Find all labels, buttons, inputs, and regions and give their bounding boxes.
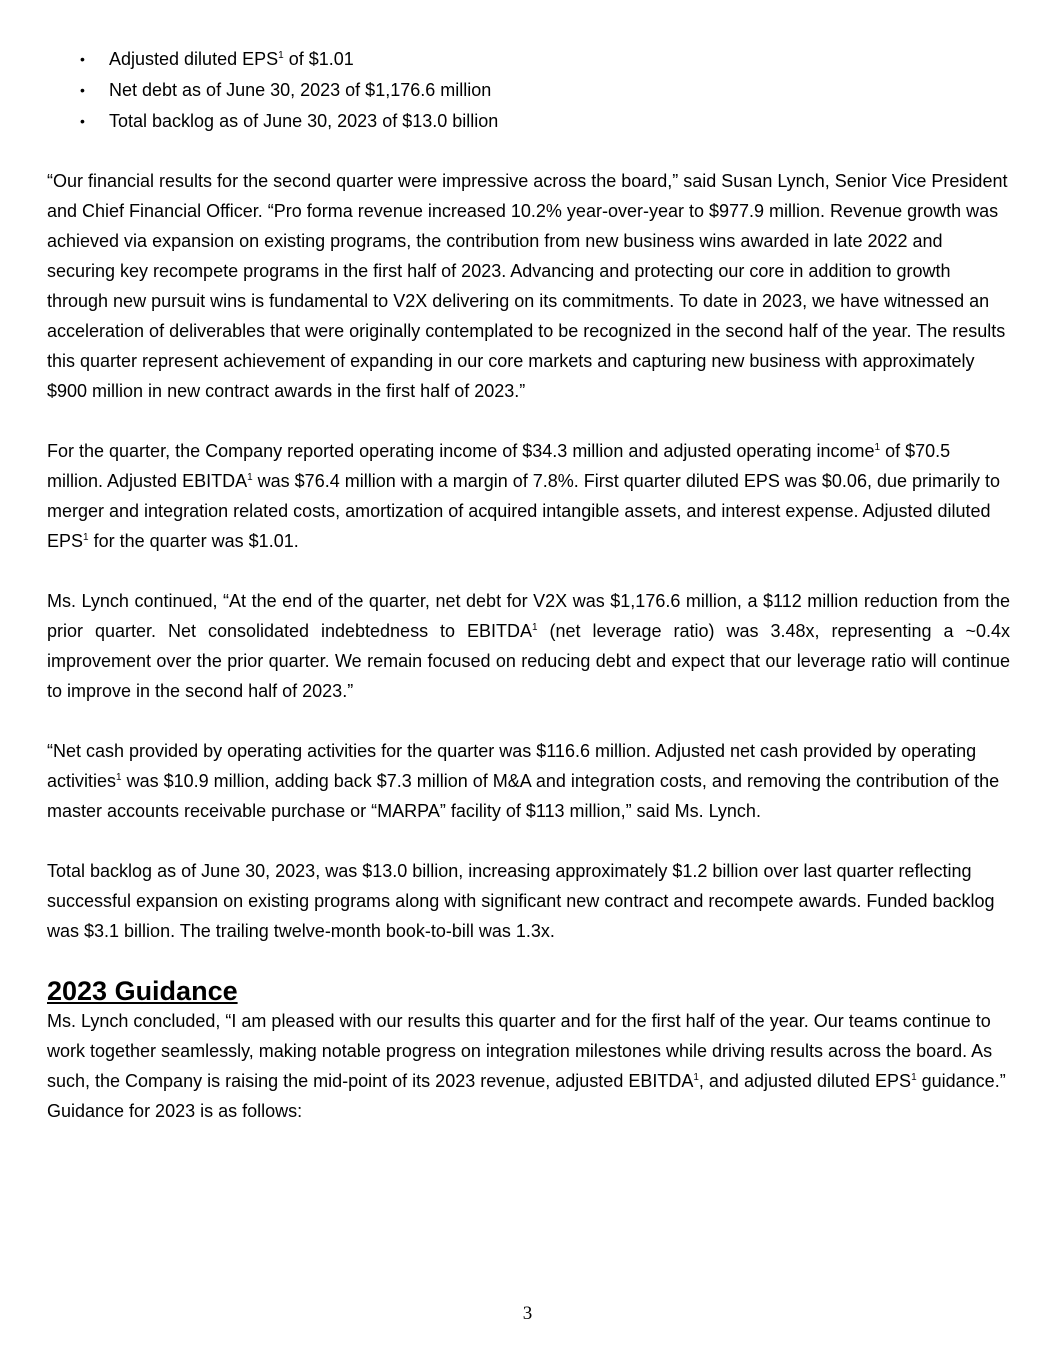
guidance-paragraph: Ms. Lynch concluded, “I am pleased with our results this quarter and for the first half of the year. Our teams continue to work together seamlessly, making notable progress on integration milestones while driving results across the board. As such, the Company is raising the mid-point of its 2023 revenue, adjusted EBITDA$^1$, and adjusted diluted EPS$^1$ guidance.” Guidance for 2023 is as follows: [47,1011,1006,1121]
cfo-quote-paragraph: “Our financial results for the second quarter were impressive across the board,” said Susan Lynch, Senior Vice President and Chief Financial Officer. “Pro forma revenue increased 10.2% year-over-year to $977.9 million. Revenue growth was achieved via expansion on existing programs, the contribution from new business wins awarded in late 2022 and securing key recompete programs in the first half of 2023. Advancing and protecting our core in addition to growth through new pursuit wins is fundamental to V2X delivering on its commitments. To date in 2023, we have witnessed an acceleration of deliverables that were originally contemplated to be recognized in the second half of the year. The results this quarter represent achievement of expanding in our core markets and capturing new business with approximately $900 million in new contract awards in the first half of 2023.” [47,171,1008,401]
list-item [47,44,1010,75]
operating-income-paragraph: For the quarter, the Company reported operating income of $34.3 million and adjusted operating income$^1$ of $70.5 million. Adjusted EBITDA$^1$ was $76.4 million with a margin of 7.8%. First quarter diluted EPS was $0.06, due primarily to merger and integration related costs, amortization of acquired intangible assets, and interest expense. Adjusted diluted EPS$^1$ for the quarter was $1.01. [47,441,1000,551]
bullet-text: Total backlog as of June 30, 2023 of $13.0 billion [109,111,499,131]
list-item [47,75,1010,106]
footnote-marker: 1 [83,532,89,543]
highlights-list [47,44,1010,137]
document-page [47,44,1010,1126]
footnote-marker: 1 [532,622,538,633]
cash-flow-paragraph: “Net cash provided by operating activities for the quarter was $116.6 million. Adjusted net cash provided by operating activities$^1$ was $10.9 million, adding back $7.3 million of M&A and integration costs, and removing the contribution of the master accounts receivable purchase or “MARPA” facility of $113 million,” said Ms. Lynch. [47,741,1000,821]
guidance-heading: 2023 Guidance [47,976,238,1006]
footnote-marker: 1 [278,50,284,61]
footnote-marker: 1 [247,472,253,483]
page-number: 3 [522,1303,533,1324]
backlog-paragraph: Total backlog as of June 30, 2023, was $13.0 billion, increasing approximately $1.2 billion over last quarter reflecting successful expansion on existing programs along with significant new contract and recompete awards. Funded backlog was $3.1 billion. The trailing twelve-month book-to-bill was 1.3x. [47,861,995,941]
bullet-icon: • [80,51,85,67]
bullet-text-tail: of $1.01 [283,49,354,69]
bullet-icon: • [80,113,85,129]
list-item [47,106,1010,137]
bullet-text: Net debt as of June 30, 2023 of $1,176.6 million [109,80,492,100]
bullet-text: Adjusted diluted EPS [109,49,279,69]
footnote-marker: 1 [874,442,881,453]
footnote-marker: 1 [911,1072,917,1083]
footnote-marker: 1 [693,1072,699,1083]
net-debt-paragraph: Ms. Lynch continued, “At the end of the quarter, net debt for V2X was $1,176.6 million, a $112 million reduction from the prior quarter. Net consolidated indebtedness to EBITDA$^1$ (net leverage ratio) was 3.48x, representing a ~0.4x improvement over the prior quarter. We remain focused on reducing debt and expect that our leverage ratio will continue to improve in the second half of 2023.” [47,591,1010,701]
footnote-marker: 1 [116,772,122,783]
bullet-icon: • [80,82,85,98]
